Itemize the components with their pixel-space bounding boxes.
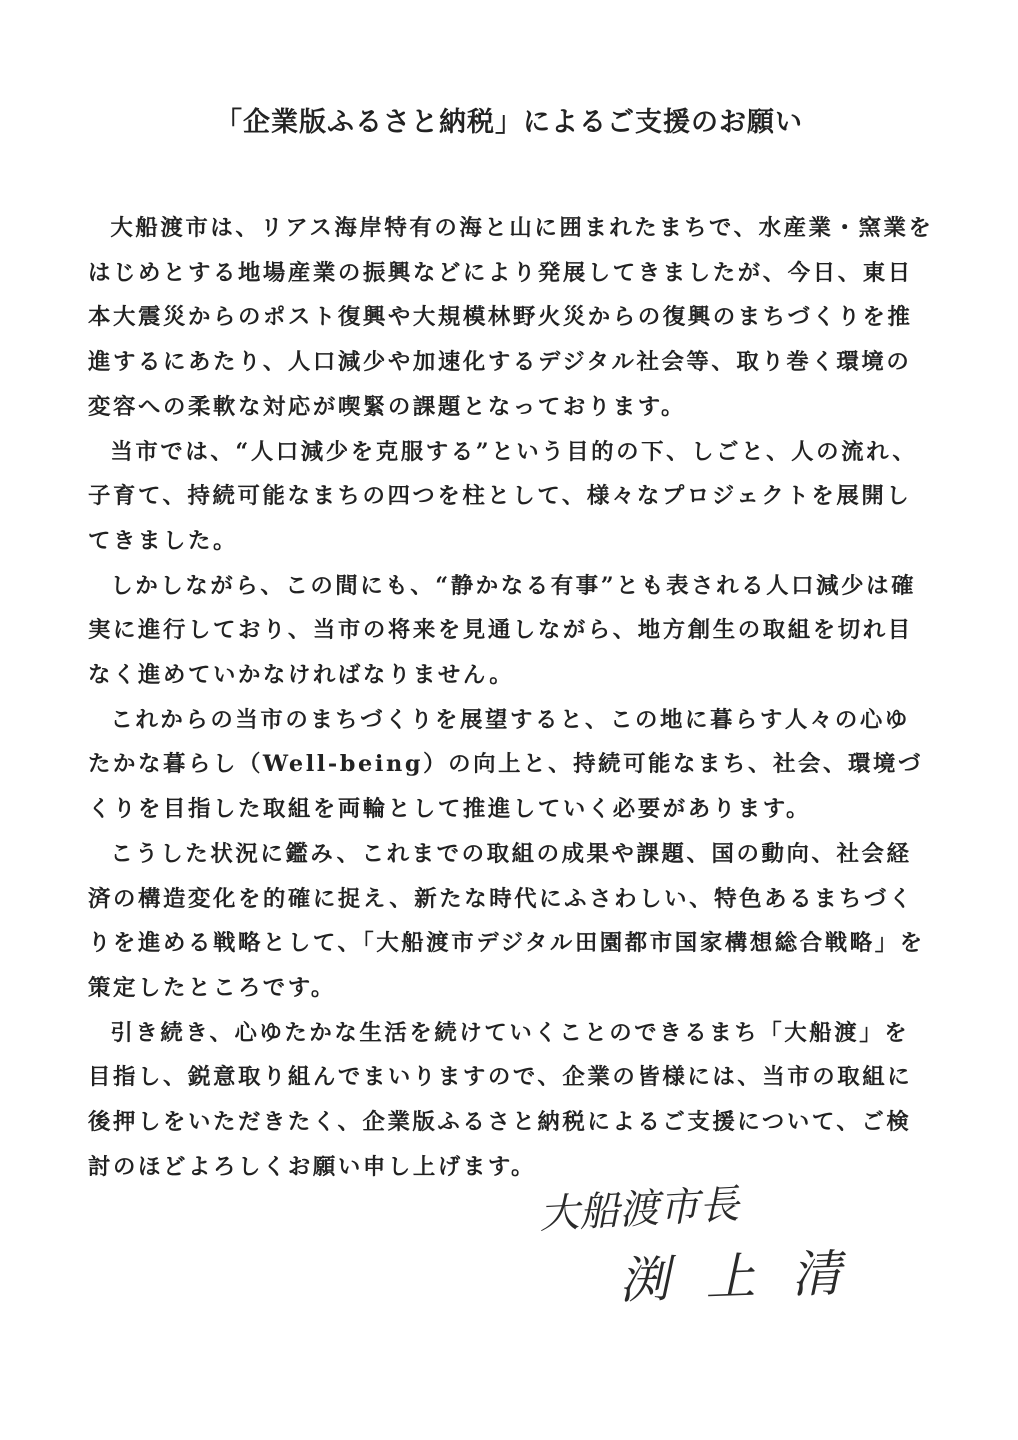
paragraph: 引き続き、心ゆたかな生活を続けていくことのできるまち「大船渡」を目指し、鋭意取り組んでまいりますので、企業の皆様には、当市の取組に後押しをいただきたく、企業版ふるさと納税によるご支援について、ご検討のほどよろしくお願い申し上げます。: [88, 1019, 913, 1180]
paragraph: これからの当市のまちづくりを展望すると、この地に暮らす人々の心ゆたかな暮らし（Well-being）の向上と、持続可能なまち、社会、環境づくりを目指した取組を両輪として推進していく必要があります。: [88, 706, 923, 823]
signature-drawing: [520, 1180, 920, 1320]
paragraph: しかしながら、この間にも、“静かなる有事”とも表される人口減少は確実に進行しており、当市の将来を見通しながら、地方創生の取組を切れ目なく進めていかなければなりません。: [88, 572, 917, 689]
signature-position: 大船渡市長: [538, 1181, 741, 1238]
handwritten-signature: [520, 1180, 920, 1320]
paragraph: こうした状況に鑑み、これまでの取組の成果や課題、国の動向、社会経済の構造変化を的確に捉え、新たな時代にふさわしい、特色あるまちづくりを進める戦略として、「大船渡市デジタル田園都市国家構想総合戦略」を策定したところです。: [88, 840, 925, 1001]
document-title: 「企業版ふるさと納税」によるご支援のお願い: [215, 107, 803, 138]
paragraph: 大船渡市は、リアス海岸特有の海と山に囲まれたまちで、水産業・窯業をはじめとする地場産業の振興などにより発展してきましたが、今日、東日本大震災からのポスト復興や大規模林野火災からの復興のまちづくりを推進するにあたり、人口減少や加速化するデジタル社会等、取り巻く環境の変容への柔軟な対応が喫緊の課題となっております。: [88, 215, 934, 420]
signature-name: 渕上清: [618, 1243, 879, 1310]
letter-body: [88, 206, 934, 1189]
paragraph: 当市では、“人口減少を克服する”という目的の下、しごと、人の流れ、子育て、持続可能なまちの四つを柱として、様々なプロジェクトを展開してきました。: [88, 438, 918, 554]
